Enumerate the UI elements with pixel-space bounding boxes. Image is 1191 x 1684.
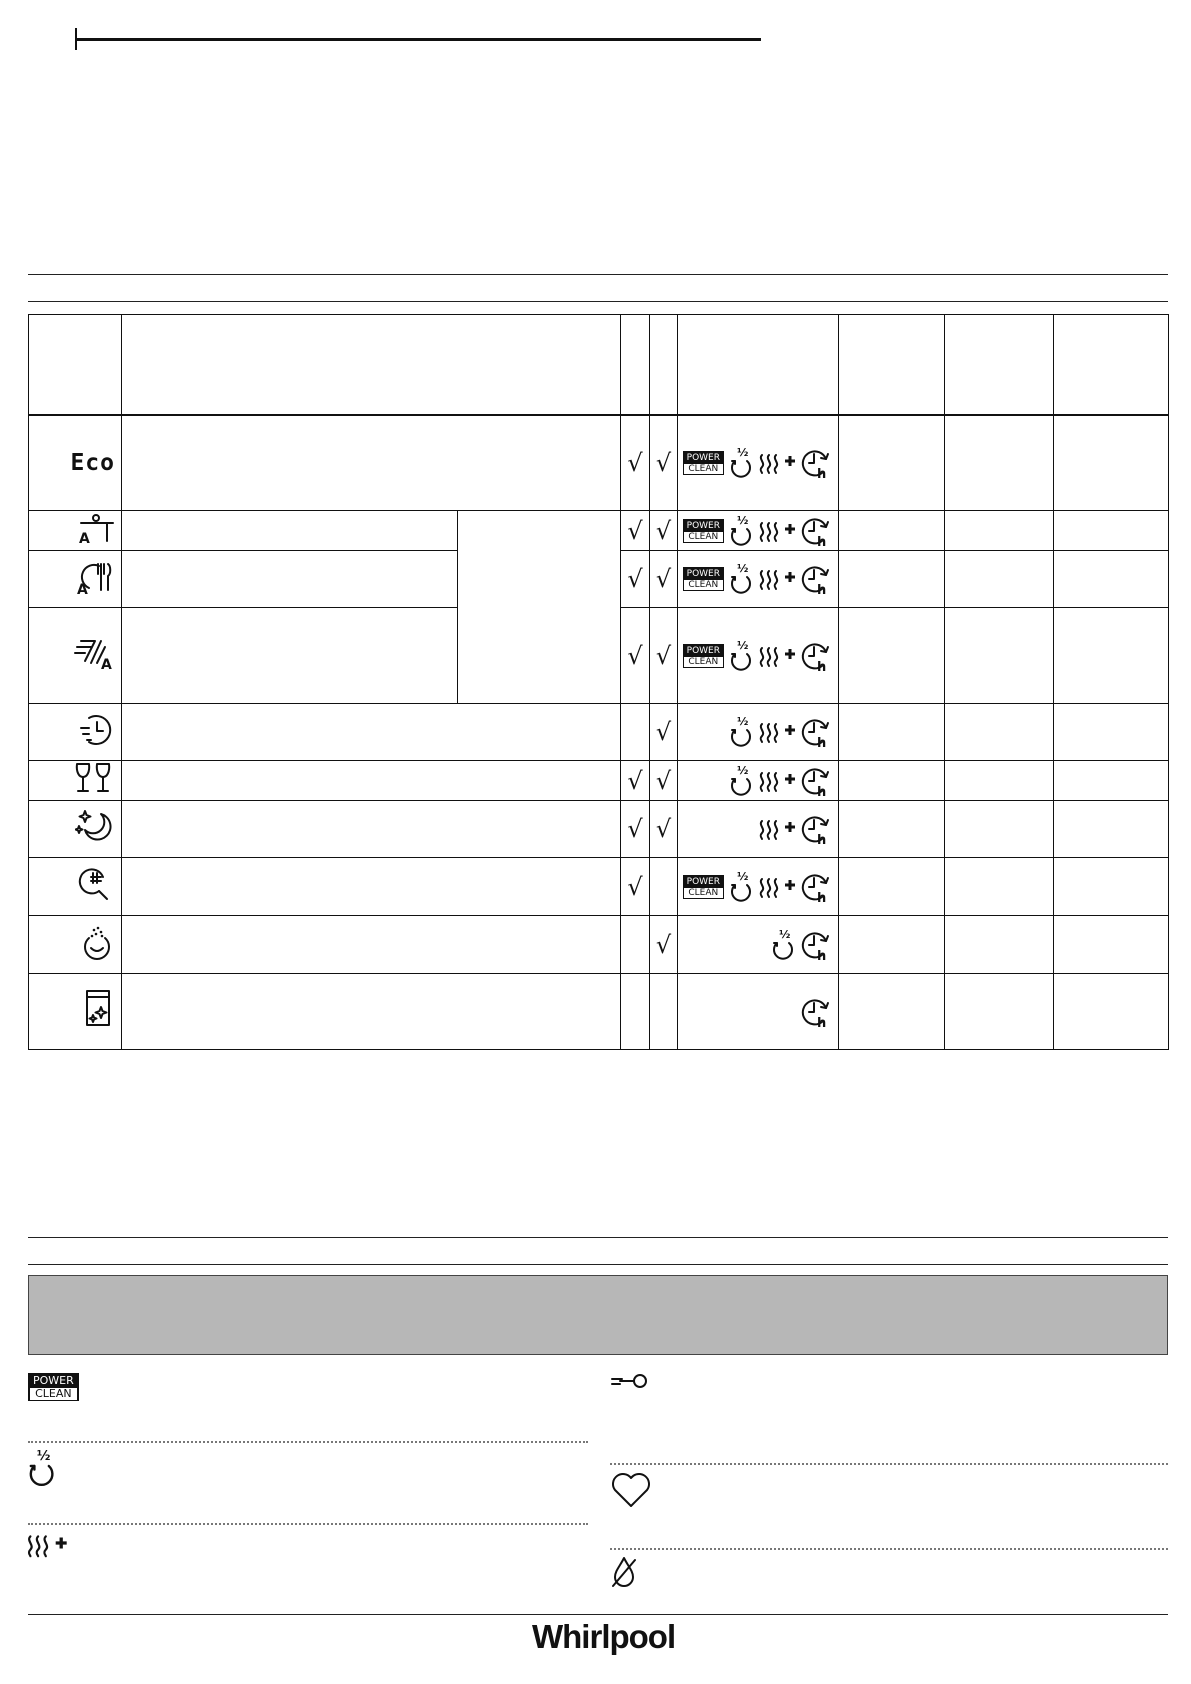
duration-cell	[839, 608, 945, 704]
header-water	[945, 315, 1054, 415]
check-mark: √	[655, 516, 672, 545]
check-mark: √	[627, 516, 643, 545]
auto-cutlery-icon	[75, 583, 115, 600]
check-cell-1	[621, 551, 650, 608]
check-mark: √	[655, 448, 672, 477]
energy-cell	[1054, 511, 1169, 551]
eco-label: Eco	[70, 449, 115, 476]
options-cell	[678, 974, 839, 1050]
options-cell	[678, 916, 839, 974]
svg-text:½: ½	[737, 869, 749, 883]
legend-divider	[28, 1523, 588, 1525]
legend-header-bar	[28, 1275, 1168, 1355]
programme-description	[122, 858, 621, 916]
programme-description	[122, 415, 621, 511]
legend-divider	[28, 1441, 588, 1443]
check-cell-2	[650, 511, 678, 551]
svg-text:½: ½	[737, 638, 749, 652]
water-cell	[945, 551, 1054, 608]
options-cell	[678, 858, 839, 916]
options-cell	[678, 608, 839, 704]
programme-icon-cell	[29, 916, 122, 974]
svg-text:h: h	[817, 833, 827, 846]
duration-cell	[839, 974, 945, 1050]
svg-text:h: h	[817, 466, 827, 480]
duration-cell	[839, 761, 945, 801]
svg-text:h: h	[817, 890, 827, 904]
svg-text:A: A	[101, 657, 112, 671]
extra-dry-icon	[26, 1532, 68, 1563]
programme-description	[122, 511, 458, 551]
section-rule-2	[28, 301, 1168, 302]
duration-cell	[839, 415, 945, 511]
programme-row-glass	[29, 761, 1169, 801]
water-cell	[945, 916, 1054, 974]
svg-text:½: ½	[737, 445, 749, 459]
power-clean-icon: POWER CLEAN	[28, 1373, 79, 1401]
check-cell-1	[621, 608, 650, 704]
svg-text:h: h	[817, 948, 827, 962]
check-cell-2	[650, 761, 678, 801]
programme-description	[122, 551, 458, 608]
check-cell-2	[650, 608, 678, 704]
options-cell	[678, 801, 839, 858]
check-mark: √	[627, 641, 643, 670]
svg-text:½: ½	[779, 927, 791, 941]
energy-cell	[1054, 704, 1169, 761]
programme-description	[122, 761, 621, 801]
check-cell-2	[650, 916, 678, 974]
svg-text:h: h	[817, 1015, 827, 1029]
half-load-icon	[26, 1448, 57, 1494]
table-header-row	[29, 315, 1169, 415]
energy-cell	[1054, 415, 1169, 511]
footer-rule	[28, 1614, 1168, 1615]
heart-icon	[610, 1470, 652, 1515]
programme-icon-cell	[29, 858, 122, 916]
check-mark: √	[627, 766, 643, 795]
water-cell	[945, 511, 1054, 551]
programme-row-eco	[29, 415, 1169, 511]
check-mark: √	[655, 641, 672, 670]
duration-cell	[839, 704, 945, 761]
svg-text:½: ½	[737, 513, 749, 527]
programme-row-auto-intensive	[29, 511, 1169, 551]
check-cell-2	[650, 801, 678, 858]
top-rule	[75, 38, 761, 41]
water-cell	[945, 415, 1054, 511]
moon-stars-icon	[75, 833, 115, 850]
programme-icon-cell	[29, 704, 122, 761]
check-mark: √	[627, 448, 643, 477]
water-cell	[945, 858, 1054, 916]
programme-row-rinse	[29, 916, 1169, 974]
options-cell	[678, 511, 839, 551]
section-rule-1	[28, 274, 1168, 275]
check-mark: √	[655, 565, 672, 593]
options-cell	[678, 704, 839, 761]
energy-cell	[1054, 974, 1169, 1050]
header-description	[122, 315, 621, 415]
header-energy	[1054, 315, 1169, 415]
energy-cell	[1054, 858, 1169, 916]
svg-text:h: h	[817, 583, 827, 596]
rinse-icon	[79, 947, 115, 964]
programme-row-sensor	[29, 858, 1169, 916]
check-mark: √	[627, 815, 643, 843]
auto-programmes-note	[458, 511, 621, 704]
programme-description	[122, 608, 458, 704]
programme-description	[122, 801, 621, 858]
check-cell-2	[650, 415, 678, 511]
water-cell	[945, 974, 1054, 1050]
programme-description	[122, 916, 621, 974]
programme-description	[122, 974, 621, 1050]
options-cell	[678, 415, 839, 511]
legend-divider	[610, 1463, 1168, 1465]
check-mark: √	[655, 930, 672, 959]
daily-timer-icon	[79, 735, 115, 752]
energy-cell	[1054, 916, 1169, 974]
water-cell	[945, 608, 1054, 704]
programme-icon-cell	[29, 974, 122, 1050]
duration-cell	[839, 551, 945, 608]
water-cell	[945, 761, 1054, 801]
programme-row-daily	[29, 704, 1169, 761]
programme-row-self-clean	[29, 974, 1169, 1050]
whirlpool-logo: Whirlpool	[532, 1618, 676, 1655]
check-cell-2	[650, 974, 678, 1050]
programme-table	[28, 314, 1169, 1050]
svg-text:h: h	[817, 736, 827, 749]
check-cell-1	[621, 858, 650, 916]
legend-divider	[610, 1548, 1168, 1550]
programme-description	[122, 704, 621, 761]
top-rule-tick	[75, 28, 77, 50]
auto-pot-icon	[75, 532, 115, 549]
duration-cell	[839, 916, 945, 974]
header-options	[678, 315, 839, 415]
power-clean-badge: POWER CLEAN	[683, 567, 724, 591]
check-cell-1	[621, 511, 650, 551]
check-mark: √	[627, 872, 643, 901]
self-clean-icon	[81, 1016, 115, 1033]
eco-icon	[70, 449, 115, 476]
svg-text:A: A	[77, 581, 88, 596]
svg-text:½: ½	[737, 763, 749, 777]
energy-cell	[1054, 551, 1169, 608]
programme-icon-cell	[29, 801, 122, 858]
duration-cell	[839, 511, 945, 551]
header-programme	[29, 315, 122, 415]
check-cell-1	[621, 801, 650, 858]
options-cell	[678, 551, 839, 608]
no-rinse-aid-icon	[610, 1554, 638, 1593]
header-check-1	[621, 315, 650, 415]
energy-cell	[1054, 801, 1169, 858]
check-cell-1	[621, 415, 650, 511]
svg-text:½: ½	[737, 715, 749, 728]
programme-icon-cell	[29, 511, 122, 551]
duration-cell	[839, 858, 945, 916]
header-duration	[839, 315, 945, 415]
svg-text:h: h	[817, 659, 827, 673]
check-cell-1	[621, 761, 650, 801]
programme-icon-cell	[29, 415, 122, 511]
power-clean-badge: POWER CLEAN	[683, 451, 724, 475]
svg-text:½: ½	[36, 1449, 51, 1465]
svg-text:h: h	[817, 534, 827, 548]
energy-cell	[1054, 608, 1169, 704]
water-cell	[945, 801, 1054, 858]
power-clean-badge: POWER CLEAN	[683, 519, 724, 543]
check-mark: √	[627, 565, 643, 593]
wine-glasses-icon	[73, 782, 115, 799]
check-cell-2	[650, 551, 678, 608]
section-rule-3	[28, 1237, 1168, 1238]
svg-text:½: ½	[737, 562, 749, 575]
check-cell-2	[650, 704, 678, 761]
sensor-search-icon	[75, 890, 115, 907]
water-cell	[945, 704, 1054, 761]
section-rule-4	[28, 1264, 1168, 1265]
programme-icon-cell	[29, 608, 122, 704]
options-cell	[678, 761, 839, 801]
auto-fast-icon	[73, 658, 115, 675]
programme-icon-cell	[29, 761, 122, 801]
check-mark: √	[655, 766, 672, 795]
power-clean-badge: POWER CLEAN	[683, 644, 724, 668]
key-lock-icon	[610, 1370, 652, 1397]
svg-text:A: A	[79, 531, 90, 545]
check-cell-1	[621, 974, 650, 1050]
power-clean-badge: POWER CLEAN	[683, 875, 724, 899]
energy-cell	[1054, 761, 1169, 801]
svg-text:h: h	[817, 784, 827, 798]
check-cell-1	[621, 704, 650, 761]
check-mark: √	[655, 815, 672, 843]
check-cell-1	[621, 916, 650, 974]
header-check-2	[650, 315, 678, 415]
check-mark: √	[655, 718, 672, 746]
duration-cell	[839, 801, 945, 858]
programme-row-silent	[29, 801, 1169, 858]
check-cell-2	[650, 858, 678, 916]
programme-icon-cell	[29, 551, 122, 608]
